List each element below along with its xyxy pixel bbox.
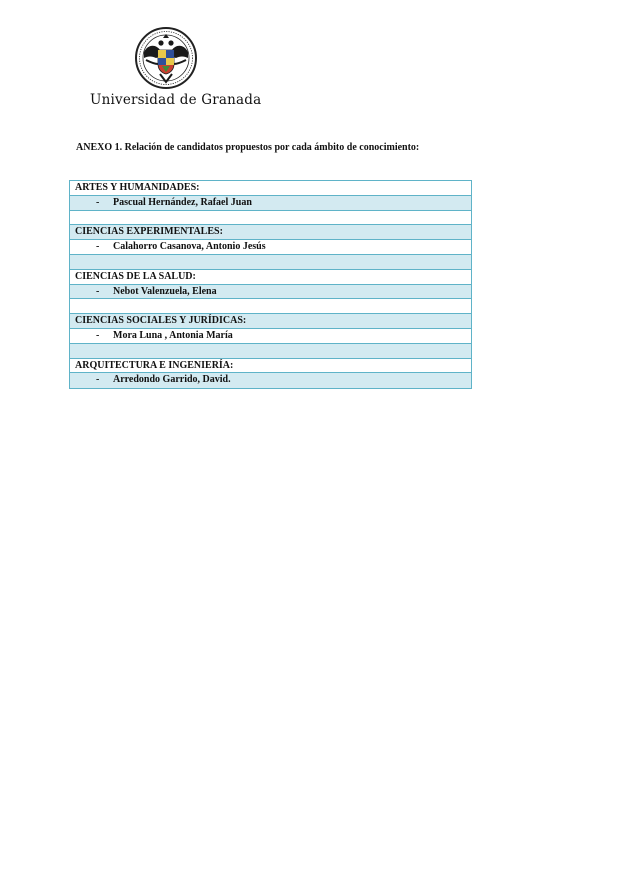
spacer-row (70, 211, 471, 226)
candidate-name: Mora Luna , Antonia María (113, 329, 233, 341)
spacer-row (70, 255, 471, 270)
candidate-row (70, 285, 471, 300)
bullet-dash: - (96, 374, 100, 386)
category-header: CIENCIAS DE LA SALUD: (70, 270, 471, 285)
candidate-row (70, 196, 471, 211)
candidate-name: Arredondo Garrido, David. (113, 374, 231, 386)
candidate-name: Calahorro Casanova, Antonio Jesús (113, 241, 266, 253)
category-header: ARTES Y HUMANIDADES: (70, 181, 471, 196)
annex-title: ANEXO 1. Relación de candidatos propuestos por cada ámbito de conocimiento: (76, 142, 420, 153)
spacer-row (70, 344, 471, 359)
spacer-row (70, 299, 471, 314)
bullet-dash: - (96, 196, 100, 208)
category-header: CIENCIAS EXPERIMENTALES: (70, 225, 471, 240)
candidate-row (70, 240, 471, 255)
bullet-dash: - (96, 241, 100, 253)
candidates-table (69, 180, 472, 389)
university-name: Universidad de Granada (90, 92, 262, 108)
bullet-dash: - (96, 285, 100, 297)
category-header: CIENCIAS SOCIALES Y JURÍDICAS: (70, 314, 471, 329)
coat-of-arms-seal (134, 26, 198, 90)
category-header: ARQUITECTURA E INGENIERÍA: (70, 359, 471, 374)
candidate-name: Nebot Valenzuela, Elena (113, 285, 217, 297)
candidate-row (70, 329, 471, 344)
candidate-name: Pascual Hernández, Rafael Juan (113, 196, 252, 208)
candidate-row (70, 373, 471, 388)
bullet-dash: - (96, 329, 100, 341)
